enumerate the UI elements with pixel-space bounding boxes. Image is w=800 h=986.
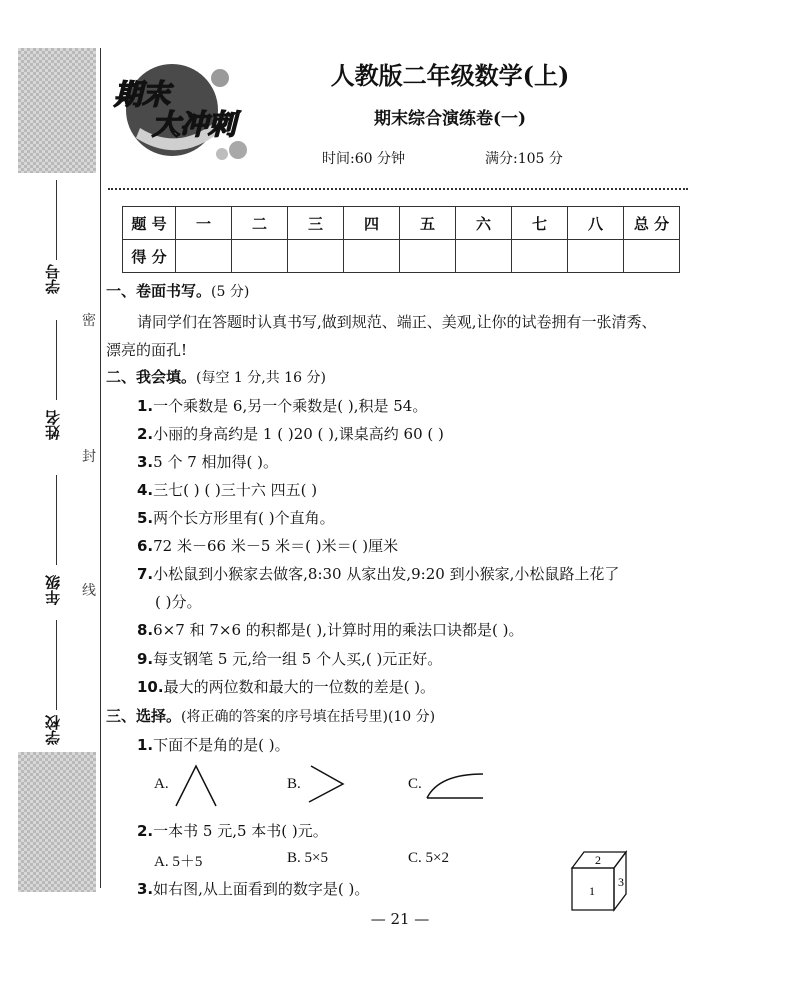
question-number: 9. (137, 650, 154, 668)
grade-line (56, 475, 57, 565)
section1-text-2: 漂亮的面孔! (106, 341, 188, 359)
score-input-cell[interactable] (568, 240, 624, 273)
question-text: 一本书 5 元,5 本书( )元。 (153, 822, 328, 840)
question-text: 两个长方形里有( )个直角。 (153, 509, 335, 527)
margin-pattern-top (18, 48, 96, 173)
table-cell: 三 (288, 207, 344, 240)
fill-question-8[interactable] (137, 619, 523, 640)
score-input-cell[interactable] (344, 240, 400, 273)
logo-text-2: 大冲刺 (152, 108, 237, 141)
logo (110, 58, 260, 168)
question-number: 10. (137, 678, 164, 696)
section1-note: (5 分) (211, 284, 250, 300)
table-cell: 四 (344, 207, 400, 240)
fill-question-7[interactable] (137, 563, 619, 584)
logo-text-1: 期末 (114, 78, 171, 111)
question-text: 小丽的身高约是 1 ( )20 ( ),课桌高约 60 ( ) (153, 425, 444, 443)
section1-text-1: 请同学们在答题时认真书写,做到规范、端正、美观,让你的试卷拥有一张清秀、 (137, 313, 657, 331)
option-a-figure (172, 762, 222, 810)
table-cell: 八 (568, 207, 624, 240)
question-number: 5. (137, 509, 154, 527)
option-b-label[interactable]: B. (287, 776, 301, 792)
score-input-cell[interactable] (400, 240, 456, 273)
time-info: 时间:60 分钟 (322, 151, 405, 167)
question-number: 8. (137, 621, 154, 639)
question-text: 小松鼠到小猴家去做客,8:30 从家出发,9:20 到小猴家,小松鼠路上花了 (153, 565, 620, 583)
grade-label: 年级 (44, 575, 62, 605)
section2-heading (106, 366, 326, 387)
question-number: 2. (137, 425, 154, 443)
page-title: 人教版二年级数学(上) (330, 61, 570, 90)
score-info: 满分:105 分 (485, 151, 563, 167)
question-text: 下面不是角的是( )。 (153, 736, 290, 754)
table-cell: 五 (400, 207, 456, 240)
table-cell: 二 (232, 207, 288, 240)
question-number: 1. (137, 736, 154, 754)
score-table-score-row (123, 240, 680, 273)
table-cell: 一 (176, 207, 232, 240)
fill-question-5[interactable] (137, 507, 335, 528)
cube-number-front: 1 (589, 884, 595, 898)
question-text: 三七( ) ( )三十六 四五( ) (153, 481, 318, 499)
section3-heading (106, 705, 435, 726)
option-c-figure (425, 770, 487, 802)
score-input-cell[interactable] (456, 240, 512, 273)
cube-number-side: 3 (618, 875, 624, 889)
page-number: — 21 — (370, 910, 430, 928)
section3-title: 三、选择。 (106, 707, 182, 725)
question-number: 1. (137, 397, 154, 415)
question-text: 如右图,从上面看到的数字是( )。 (153, 880, 370, 898)
fill-question-1[interactable] (137, 395, 427, 416)
option-c-label[interactable]: C. (408, 776, 422, 792)
choice-question-3[interactable] (137, 878, 369, 899)
question-number: 4. (137, 481, 154, 499)
question-text: 5 个 7 相加得( )。 (153, 453, 279, 471)
table-cell: 得 分 (123, 240, 176, 273)
question-text: ( )分。 (155, 593, 202, 611)
student-id-line (56, 180, 57, 260)
student-id-label: 学号 (44, 264, 62, 294)
option-b-figure (305, 764, 347, 804)
table-cell: 总 分 (624, 207, 680, 240)
cube-figure (568, 846, 640, 916)
question-number: 2. (137, 822, 154, 840)
option-a-text[interactable]: A. 5＋5 (154, 854, 203, 870)
choice-question-1[interactable] (137, 734, 290, 755)
score-input-cell[interactable] (624, 240, 680, 273)
question-number: 3. (137, 453, 154, 471)
score-table (122, 206, 680, 273)
question-number: 3. (137, 880, 154, 898)
cube-number-top: 2 (595, 853, 601, 867)
fill-question-6[interactable] (137, 535, 398, 556)
page-subtitle: 期末综合演练卷(一) (373, 109, 527, 129)
fill-question-2[interactable] (137, 423, 444, 444)
score-input-cell[interactable] (288, 240, 344, 273)
binding-line (100, 48, 101, 888)
name-label: 姓名 (44, 410, 62, 440)
option-b-text[interactable]: B. 5×5 (287, 850, 328, 866)
header-divider (108, 188, 688, 190)
score-input-cell[interactable] (176, 240, 232, 273)
table-cell: 六 (456, 207, 512, 240)
question-text: 72 米－66 米－5 米＝( )米＝( )厘米 (153, 537, 399, 555)
option-c-text[interactable]: C. 5×2 (408, 850, 449, 866)
option-a-label[interactable]: A. (154, 776, 169, 792)
seal-char-mi: 密 (82, 313, 96, 329)
fill-question-7-cont[interactable] (155, 591, 201, 612)
question-text: 6×7 和 7×6 的积都是( ),计算时用的乘法口诀都是( )。 (153, 621, 524, 639)
score-table-header-row (123, 207, 680, 240)
table-cell: 题 号 (123, 207, 176, 240)
question-number: 6. (137, 537, 154, 555)
score-input-cell[interactable] (232, 240, 288, 273)
school-label: 学校 (44, 715, 62, 745)
table-cell: 七 (512, 207, 568, 240)
fill-question-9[interactable] (137, 648, 442, 669)
section1-heading (106, 280, 249, 301)
question-text: 每支钢笔 5 元,给一组 5 个人买,( )元正好。 (153, 650, 443, 668)
question-text: 最大的两位数和最大的一位数的差是( )。 (163, 678, 436, 696)
section3-note: (将正确的答案的序号填在括号里)(10 分) (181, 709, 436, 725)
section2-note: (每空 1 分,共 16 分) (196, 370, 326, 386)
margin-pattern-bottom (18, 752, 96, 892)
fill-question-3[interactable] (137, 451, 278, 472)
choice-question-2[interactable] (137, 820, 328, 841)
question-text: 一个乘数是 6,另一个乘数是( ),积是 54。 (153, 397, 428, 415)
question-number: 7. (137, 565, 154, 583)
fill-question-4[interactable] (137, 479, 317, 500)
score-input-cell[interactable] (512, 240, 568, 273)
seal-char-feng: 封 (82, 449, 96, 465)
section1-title: 一、卷面书写。 (106, 282, 212, 300)
section2-title: 二、我会填。 (106, 368, 197, 386)
school-line (56, 620, 57, 710)
name-line (56, 320, 57, 400)
seal-char-xian: 线 (82, 583, 96, 599)
fill-question-10[interactable] (137, 676, 435, 697)
